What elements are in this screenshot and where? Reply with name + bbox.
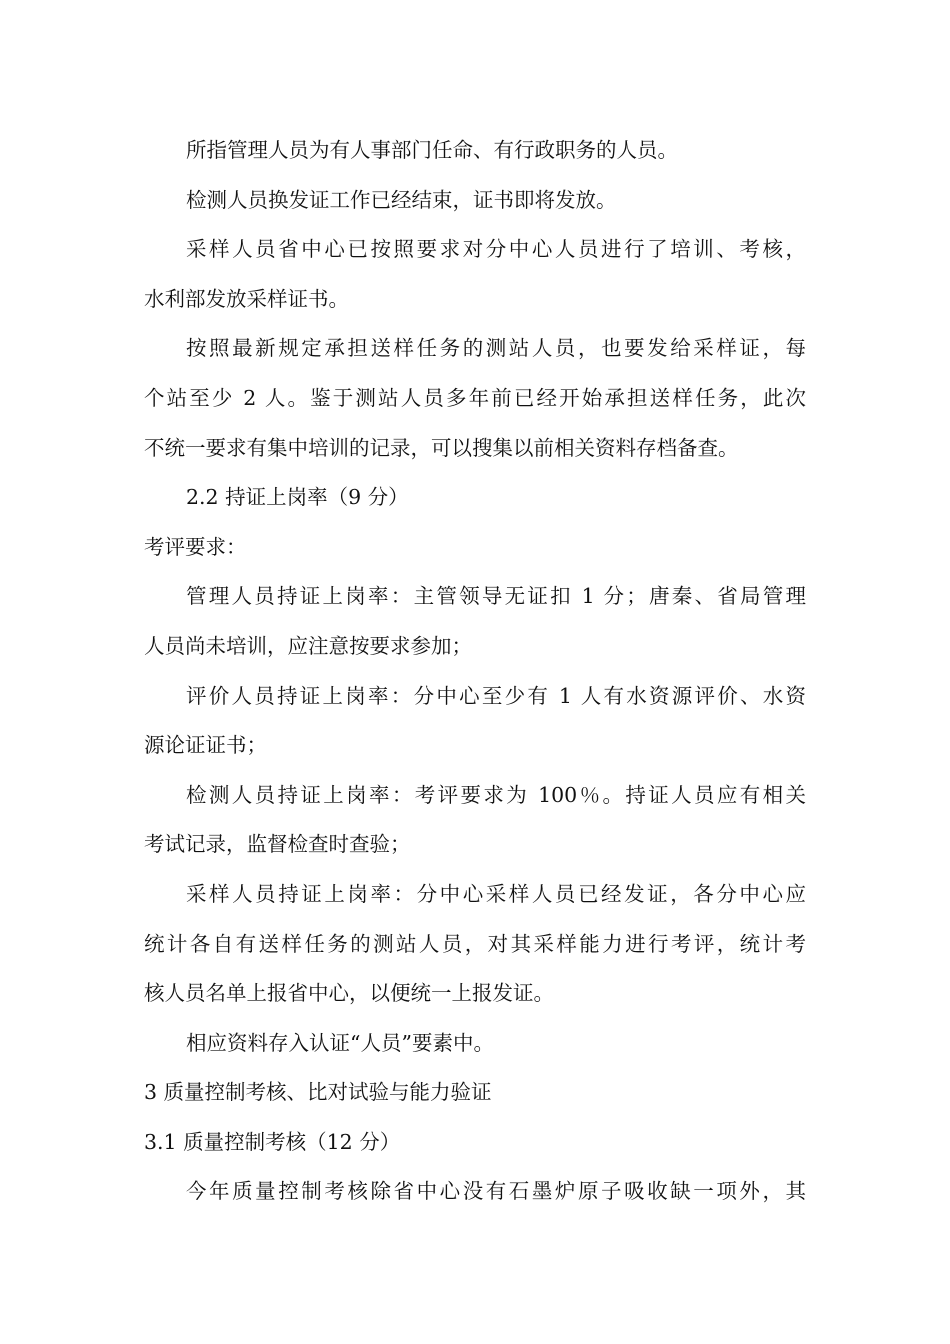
- section-heading-3: [144, 1068, 806, 1118]
- paragraph-2: [144, 176, 806, 226]
- paragraph-quality-control: [144, 1167, 806, 1217]
- paragraph-testing-staff: [144, 771, 806, 870]
- paragraph-storage-note: [144, 1019, 806, 1069]
- text-line: 考评要求：: [144, 534, 247, 559]
- text-line: 管理人员持证上岗率：主管领导无证扣 1 分；唐秦、省局管理: [186, 584, 806, 609]
- text-line: 不统一要求有集中培训的记录，可以搜集以前相关资料存档备查。: [144, 435, 739, 460]
- text-line: 2.2 持证上岗率（9 分）: [186, 485, 409, 510]
- text-line: 个站至少 2 人。鉴于测站人员多年前已经开始承担送样任务，此次: [144, 385, 806, 410]
- text-line: 检测人员换发证工作已经结束，证书即将发放。: [186, 187, 617, 212]
- text-line: 3.1 质量控制考核（12 分）: [144, 1129, 401, 1154]
- text-line: 统计各自有送样任务的测站人员，对其采样能力进行考评，统计考: [144, 931, 806, 956]
- paragraph-3: [144, 225, 806, 324]
- assessment-requirements-label: [144, 523, 806, 573]
- text-line: 3 质量控制考核、比对试验与能力验证: [144, 1080, 492, 1105]
- text-line: 人员尚未培训，应注意按要求参加；: [144, 633, 472, 658]
- text-line: 源论证证书；: [144, 733, 267, 758]
- paragraph-sampling-staff: [144, 870, 806, 1019]
- text-line: 相应资料存入认证“人员”要素中。: [186, 1030, 494, 1055]
- paragraph-1: [144, 126, 806, 176]
- text-line: 所指管理人员为有人事部门任命、有行政职务的人员。: [186, 138, 678, 162]
- paragraph-evaluation-staff: [144, 672, 806, 771]
- text-line: 按照最新规定承担送样任务的测站人员，也要发给采样证，每: [186, 336, 806, 361]
- text-line: 核人员名单上报省中心，以便统一上报发证。: [144, 981, 554, 1006]
- text-line: 今年质量控制考核除省中心没有石墨炉原子吸收缺一项外，其: [186, 1179, 806, 1204]
- text-line: 考试记录，监督检查时查验；: [144, 832, 411, 857]
- paragraph-4: [144, 324, 806, 473]
- paragraph-management-staff: [144, 572, 806, 671]
- section-heading-3-1: [144, 1118, 806, 1168]
- text-line: 采样人员省中心已按照要求对分中心人员进行了培训、考核，: [186, 237, 806, 262]
- text-line: 检测人员持证上岗率：考评要求为 100％。持证人员应有相关: [186, 782, 806, 807]
- text-line: 水利部发放采样证书。: [144, 286, 349, 311]
- section-heading-2-2: [144, 473, 806, 523]
- text-line: 采样人员持证上岗率：分中心采样人员已经发证，各分中心应: [186, 881, 806, 906]
- document-page: [144, 126, 806, 1217]
- text-line: 评价人员持证上岗率：分中心至少有 1 人有水资源评价、水资: [186, 683, 806, 708]
